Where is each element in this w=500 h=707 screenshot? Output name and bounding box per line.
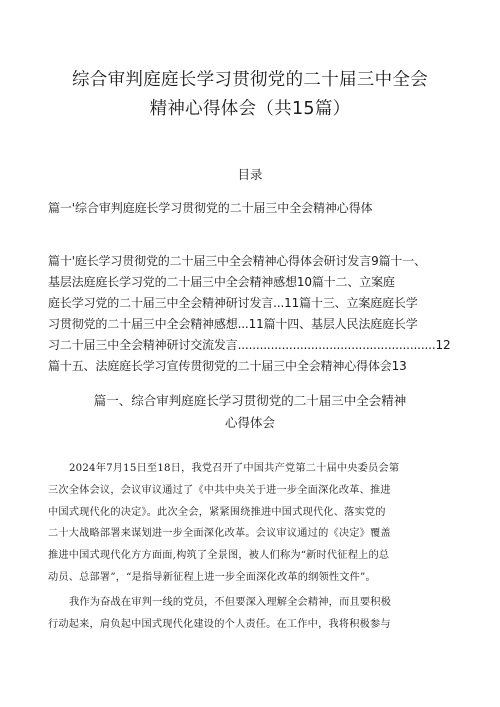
document-title [48, 0, 452, 124]
toc-line[interactable]: 基层法庭庭长学习党的二十届三中全会精神感想10篇十二、立案庭 [48, 275, 395, 289]
text-line: 三次全体会议，会议审议通过了《中共中央关于进一步全面深化改革、推进 [48, 484, 391, 496]
text-line: 推进中国式现代化方方面面,构筑了全景图，被人们称为“新时代征程上的总 [48, 550, 390, 562]
section-title-line-2: 心得体会 [224, 415, 275, 430]
body-text [48, 458, 452, 635]
paragraph-2 [48, 592, 452, 636]
text-line: 中国式现代化的决定》。此次全会，紧紧围绕推进中国式现代化、落实党的 [48, 506, 386, 518]
toc-line[interactable]: 习二十届三中全会精神研讨交流发言......................................................12 [48, 338, 451, 352]
text-line: 我作为奋战在审判一线的党员，不但要深入理解全会精神，而且要积极 [69, 596, 392, 608]
text-line: 二十大战略部署来谋划进一步全面深化改革。会议审议通过的《决定》覆盖 [48, 528, 391, 540]
document-title-line-1: 综合审判庭庭长学习贯彻党的二十届三中全会 [72, 70, 428, 90]
toc-line[interactable]: 篇十五、法庭庭长学习宣传贯彻党的二十届三中全会精神心得体会13 [48, 359, 407, 373]
text-line: 行动起来，肩负起中国式现代化建设的个人责任。在工作中，我将积极参与 [48, 618, 391, 630]
text-line: 2024年7月15日至18日，我党召开了中国共产党第二十届中央委员会第 [69, 463, 400, 474]
section-title [48, 390, 452, 434]
toc-line[interactable]: 篇十'庭长学习贯彻党的二十届三中全会精神心得体会研讨发言9篇十一、 [48, 254, 426, 268]
toc-entry-1[interactable]: 篇一'综合审判庭庭长学习贯彻党的二十届三中全会精神心得体 [48, 201, 373, 215]
text-line: 动员、总部署”，“是指导新征程上进一步全面深化改革的纲领性文件”。 [48, 571, 376, 583]
section-title-line-1: 篇一、综合审判庭庭长学习贯彻党的二十届三中全会精神 [93, 393, 407, 408]
toc-entries [48, 251, 452, 377]
paragraph-1 [48, 458, 452, 589]
toc-line[interactable]: 庭长学习党的二十届三中全会精神研讨发言...11篇十三、立案庭庭长学 [48, 296, 418, 310]
toc-line[interactable]: 习贯彻党的二十届三中全会精神感想...11篇十四、基层人民法庭庭长学 [48, 317, 418, 331]
toc-heading: 目录 [237, 167, 263, 182]
document-title-line-2: 精神心得体会（共15篇） [149, 99, 351, 119]
